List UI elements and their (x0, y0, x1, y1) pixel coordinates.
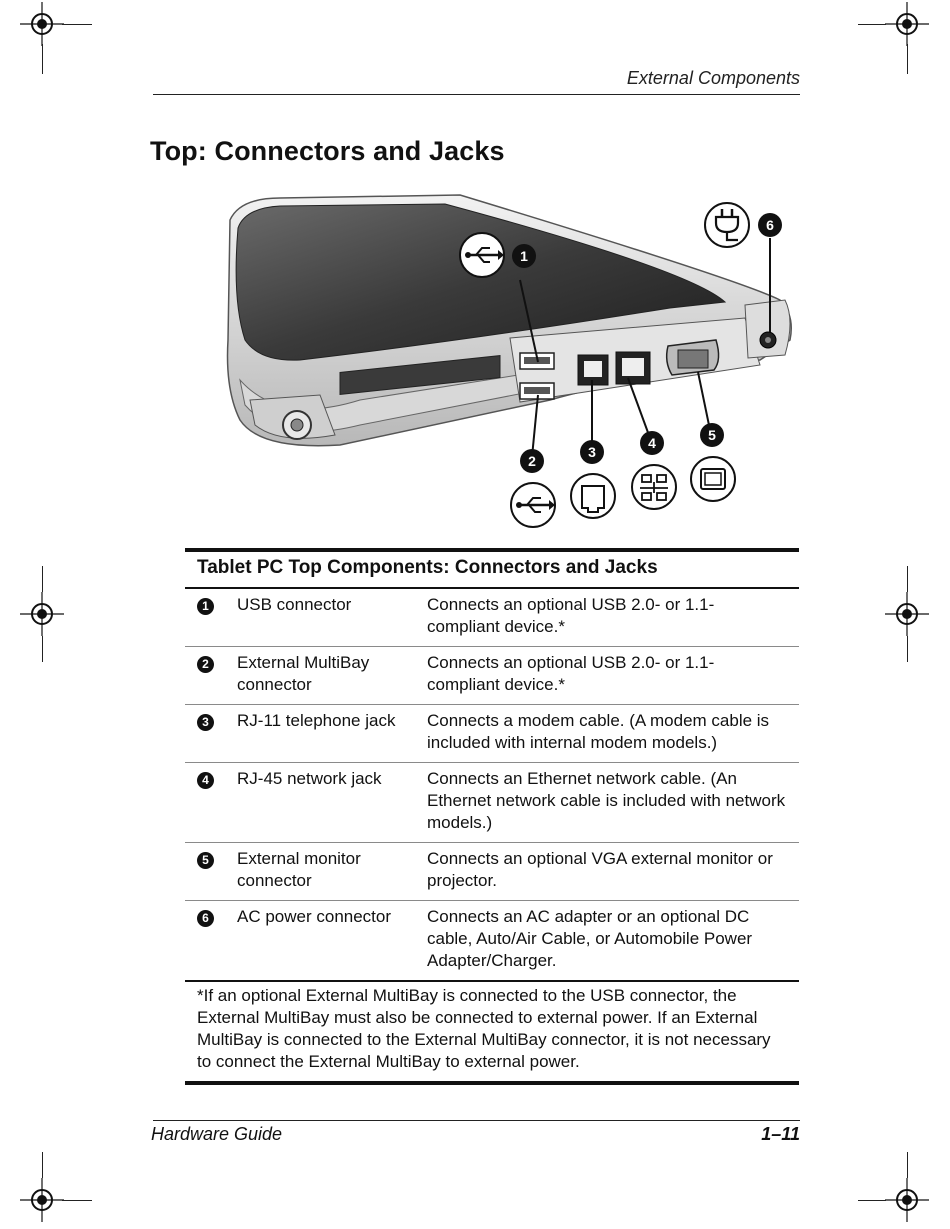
table-row (185, 589, 799, 647)
component-description: Connects an Ethernet network cable. (An Ethernet network cable is included with network models.) (427, 769, 786, 832)
callout-1 (512, 244, 536, 268)
component-description: Connects an optional USB 2.0- or 1.1-compliant device.* (427, 653, 715, 694)
crop-line (62, 1200, 92, 1201)
component-description: Connects an AC adapter or an optional DC cable, Auto/Air Cable, or Automobile Power Adapter/Charger. (427, 907, 753, 970)
registration-mark-icon (885, 1178, 929, 1222)
item-number: 1 (197, 598, 214, 615)
running-header: External Components (626, 68, 800, 88)
registration-mark-icon (20, 1178, 64, 1222)
table-title: Tablet PC Top Components: Connectors and Jacks (185, 552, 799, 589)
crop-line (42, 1152, 43, 1178)
callout-6 (758, 213, 782, 237)
component-description: Connects an optional VGA external monitor or projector. (427, 849, 773, 890)
item-number: 2 (197, 656, 214, 673)
callout-5 (700, 423, 724, 447)
table-row (185, 705, 799, 763)
svg-text:6: 6 (766, 217, 774, 233)
component-description: Connects an optional USB 2.0- or 1.1-compliant device.* (427, 595, 715, 636)
crop-line (858, 24, 886, 25)
crop-line (907, 44, 908, 74)
component-name: RJ-45 network jack (237, 769, 382, 788)
registration-mark-icon (885, 2, 929, 46)
svg-text:3: 3 (588, 444, 596, 460)
usb-icon (511, 483, 555, 527)
crop-line (858, 1200, 886, 1201)
crop-line (62, 24, 92, 25)
footer-guide-title: Hardware Guide (151, 1124, 283, 1144)
monitor-icon (691, 457, 735, 501)
item-number: 5 (197, 852, 214, 869)
table-row (185, 647, 799, 705)
registration-mark-icon (20, 2, 64, 46)
network-jack-icon (632, 465, 676, 509)
crop-line (907, 1152, 908, 1178)
svg-text:4: 4 (648, 435, 656, 451)
components-table (185, 548, 799, 1085)
crop-line (907, 566, 908, 592)
table-footnote: *If an optional External MultiBay is connected to the USB connector, the External MultiBay must also be connected to external power. If an External MultiBay is connected to the External MultiBay connector, it is not necessary to connect the External MultiBay to external power. (197, 986, 771, 1071)
callout-3 (580, 440, 604, 464)
item-number: 4 (197, 772, 214, 789)
callout-4 (640, 431, 664, 455)
item-number: 3 (197, 714, 214, 731)
telephone-jack-icon (571, 474, 615, 518)
crop-line (907, 636, 908, 662)
power-plug-icon (705, 203, 749, 247)
component-name: USB connector (237, 595, 352, 614)
item-number: 6 (197, 910, 214, 927)
crop-line (42, 566, 43, 592)
header-rule (153, 94, 800, 95)
component-name: AC power connector (237, 907, 392, 926)
table-row (185, 843, 799, 901)
component-name: External MultiBay connector (237, 653, 370, 694)
callout-2 (520, 449, 544, 473)
component-name: RJ-11 telephone jack (237, 711, 396, 730)
page-number: 1–11 (761, 1124, 800, 1144)
component-name: External monitor connector (237, 849, 361, 890)
registration-mark-icon (20, 592, 64, 636)
svg-text:5: 5 (708, 427, 716, 443)
crop-line (42, 636, 43, 662)
table-row (185, 901, 799, 982)
tablet-top-illustration (220, 190, 800, 535)
table-row (185, 763, 799, 843)
crop-line (42, 44, 43, 74)
svg-text:2: 2 (528, 453, 536, 469)
component-description: Connects a modem cable. (A modem cable is included with internal modem models.) (427, 711, 770, 752)
page-title: Top: Connectors and Jacks (150, 136, 505, 166)
footer-rule (153, 1120, 800, 1121)
usb-icon (460, 233, 504, 277)
registration-mark-icon (885, 592, 929, 636)
svg-text:1: 1 (520, 248, 528, 264)
